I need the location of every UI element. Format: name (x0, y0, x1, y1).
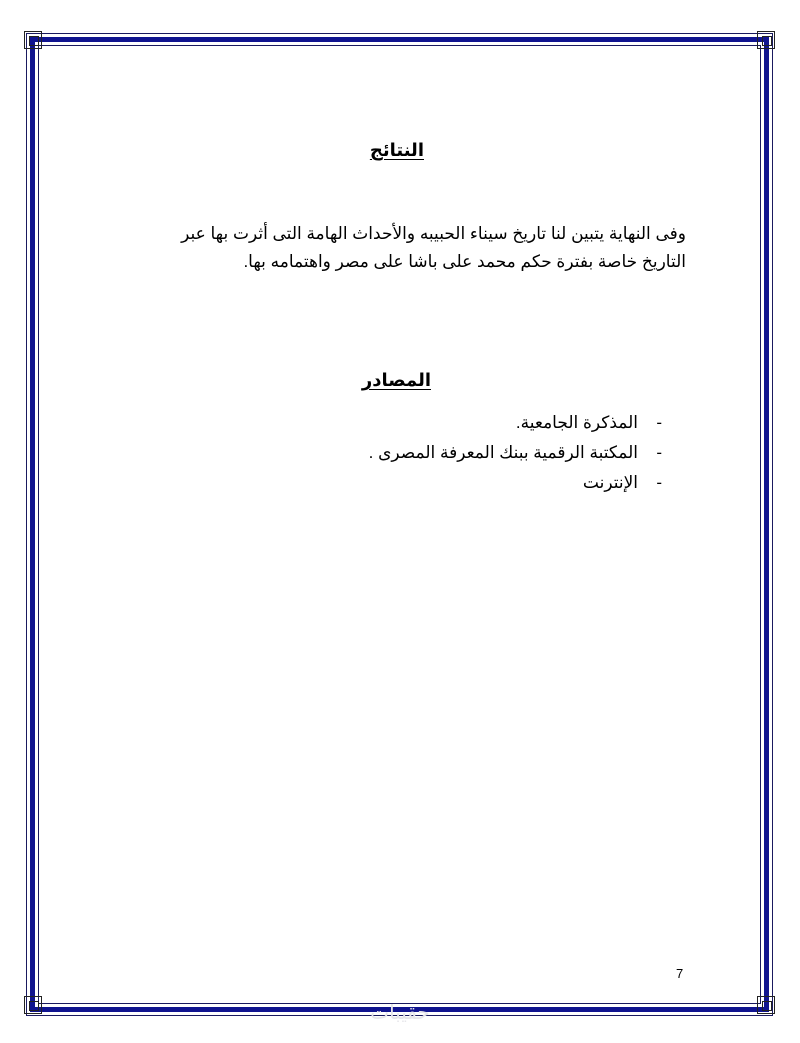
bullet-dash: - (656, 443, 662, 462)
results-paragraph-line: وفى النهاية يتبين لنا تاريخ سيناء الحبيبه والأحداث الهامة التى أثرت بها عبر (181, 224, 686, 243)
page-border-inner (38, 45, 761, 1004)
source-text: الإنترنت (582, 473, 638, 492)
source-text: المكتبة الرقمية ببنك المعرفة المصرى . (368, 443, 638, 462)
bullet-dash: - (656, 413, 662, 432)
sources-list (369, 408, 662, 498)
list-item (369, 438, 662, 468)
list-item (369, 408, 662, 438)
results-paragraph (106, 220, 686, 276)
watermark: حقيبات (370, 1002, 430, 1024)
results-heading: النتائج (369, 140, 424, 160)
page-number: 7 (676, 966, 684, 981)
sources-heading: المصادر (361, 370, 431, 390)
corner-ornament-top-right (757, 31, 775, 49)
corner-ornament-bottom-left (24, 996, 42, 1014)
list-item (369, 468, 662, 498)
source-text: المذكرة الجامعية. (515, 413, 638, 432)
corner-ornament-top-left (24, 31, 42, 49)
results-paragraph-line: التاريخ خاصة بفترة حكم محمد على باشا على مصر واهتمامه بها. (243, 252, 686, 271)
bullet-dash: - (656, 473, 662, 492)
corner-ornament-bottom-right (757, 996, 775, 1014)
